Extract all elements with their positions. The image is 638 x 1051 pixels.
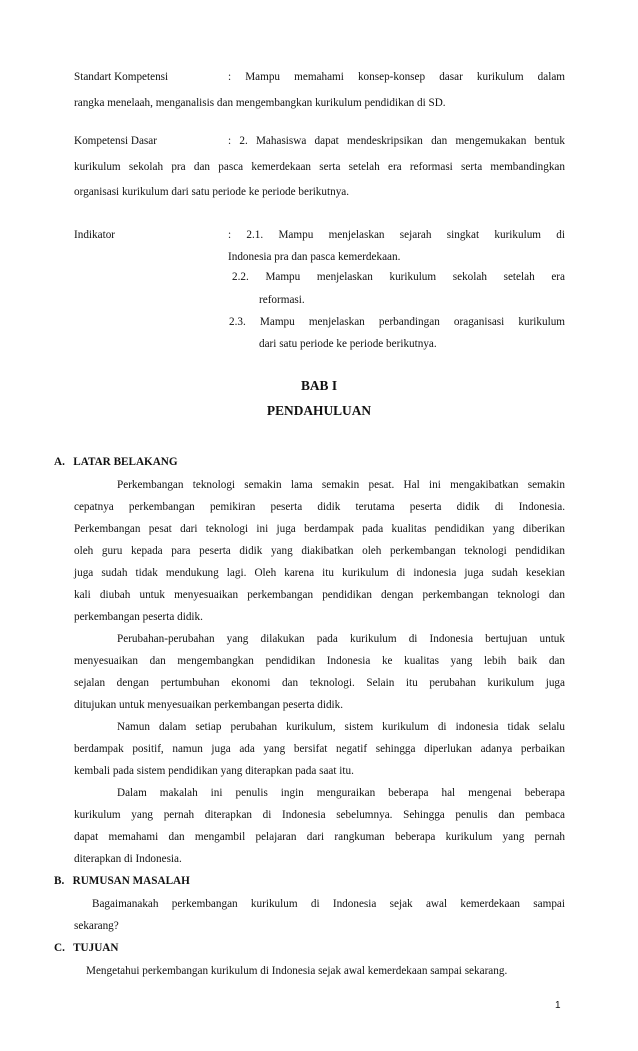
objective-statement: Mengetahui perkembangan kurikulum di Indonesia sejak awal kemerdekaan sampai sekarang. [86,965,508,977]
basic-competency-text: : 2. Mahasiswa dapat mendeskripsikan dan mengemukakan bentuk [228,135,565,147]
paragraph-line: sejalan dengan pertumbuhan ekonomi dan teknologi. Selain itu perubahan kurikulum juga [74,677,565,689]
standard-competency-text: : Mampu memahami konsep-konsep dasar kurikulum dalam [228,71,565,83]
paragraph-line: menyesuaikan dan mengembangkan pendidikan Indonesia ke kualitas yang lebih baik dan [74,655,565,667]
problem-statement-cont: sekarang? [74,920,119,932]
standard-competency-text-cont: rangka menelaah, menganalisis dan mengembangkan kurikulum pendidikan di SD. [74,97,446,109]
section-b-heading: B. RUMUSAN MASALAH [54,875,190,887]
paragraph-line: Dalam makalah ini penulis ingin menguraikan beberapa hal mengenai beberapa [117,787,565,799]
indicator-item-3: 2.3. Mampu menjelaskan perbandingan oraganisasi kurikulum [229,316,565,328]
paragraph-line: Perubahan-perubahan yang dilakukan pada kurikulum di Indonesia bertujuan untuk [117,633,565,645]
paragraph-line: juga sudah tidak mendukung lagi. Oleh karena itu kurikulum di indonesia juga sudah kesekian [74,567,565,579]
paragraph-line: ditujukan untuk menyesuaikan perkembangan peserta didik. [74,699,344,711]
paragraph-line: oleh guru kepada para peserta didik yang diakibatkan oleh perkembangan teknologi pendidikan [74,545,565,557]
paragraph-line: kali diubah untuk menyesuaikan perkembangan pendidikan dengan perkembangan teknologi dan [74,589,565,601]
section-a-heading: A. LATAR BELAKANG [54,456,178,468]
indicator-item-2-cont: reformasi. [259,294,305,306]
paragraph-line: kurikulum yang pernah diterapkan di Indonesia sebelumnya. Sehingga penulis dan pembaca [74,809,565,821]
basic-competency-text-cont: kurikulum sekolah pra dan pasca kemerdekaan serta setelah era reformasi serta membandingkan [74,161,565,173]
paragraph-line: dapat memahami dan mengambil pelajaran dari rangkuman beberapa kurikulum yang pernah [74,831,565,843]
indicator-item-1-cont: Indonesia pra dan pasca kemerdekaan. [228,251,401,263]
chapter-number: BAB I [300,378,338,393]
paragraph-line: perkembangan peserta didik. [74,611,203,623]
paragraph-line: cepatnya perkembangan pemikiran peserta didik terutama peserta didik di Indonesia. [74,501,565,513]
paragraph-line: Perkembangan pesat dari teknologi ini juga berdampak pada kualitas pendidikan yang diberikan [74,523,565,535]
standard-competency-label: Standart Kompetensi [74,71,169,83]
chapter-title: PENDAHULUAN [266,403,372,418]
basic-competency-text-end: organisasi kurikulum dari satu periode ke periode berikutnya. [74,186,350,198]
paragraph-line: Perkembangan teknologi semakin lama semakin pesat. Hal ini mengakibatkan semakin [117,479,565,491]
indicator-item-3-cont: dari satu periode ke periode berikutnya. [259,338,437,350]
paragraph-line: Namun dalam setiap perubahan kurikulum, sistem kurikulum di indonesia tidak selalu [117,721,565,733]
basic-competency-label: Kompetensi Dasar [74,135,157,147]
indicator-item-1: : 2.1. Mampu menjelaskan sejarah singkat kurikulum di [228,229,565,241]
section-c-heading: C. TUJUAN [54,942,119,954]
problem-statement: Bagaimanakah perkembangan kurikulum di Indonesia sejak awal kemerdekaan sampai [92,898,565,910]
page-number: 1 [555,1000,561,1011]
paragraph-line: kembali pada sistem pendidikan yang diterapkan pada saat itu. [74,765,354,777]
paragraph-line: berdampak positif, namun juga ada yang bersifat negatif sehingga diperlukan adanya perbaikan [74,743,565,755]
paragraph-line: diterapkan di Indonesia. [74,853,182,865]
indicator-item-2: 2.2. Mampu menjelaskan kurikulum sekolah setelah era [232,271,565,283]
indicator-label: Indikator [74,229,116,241]
